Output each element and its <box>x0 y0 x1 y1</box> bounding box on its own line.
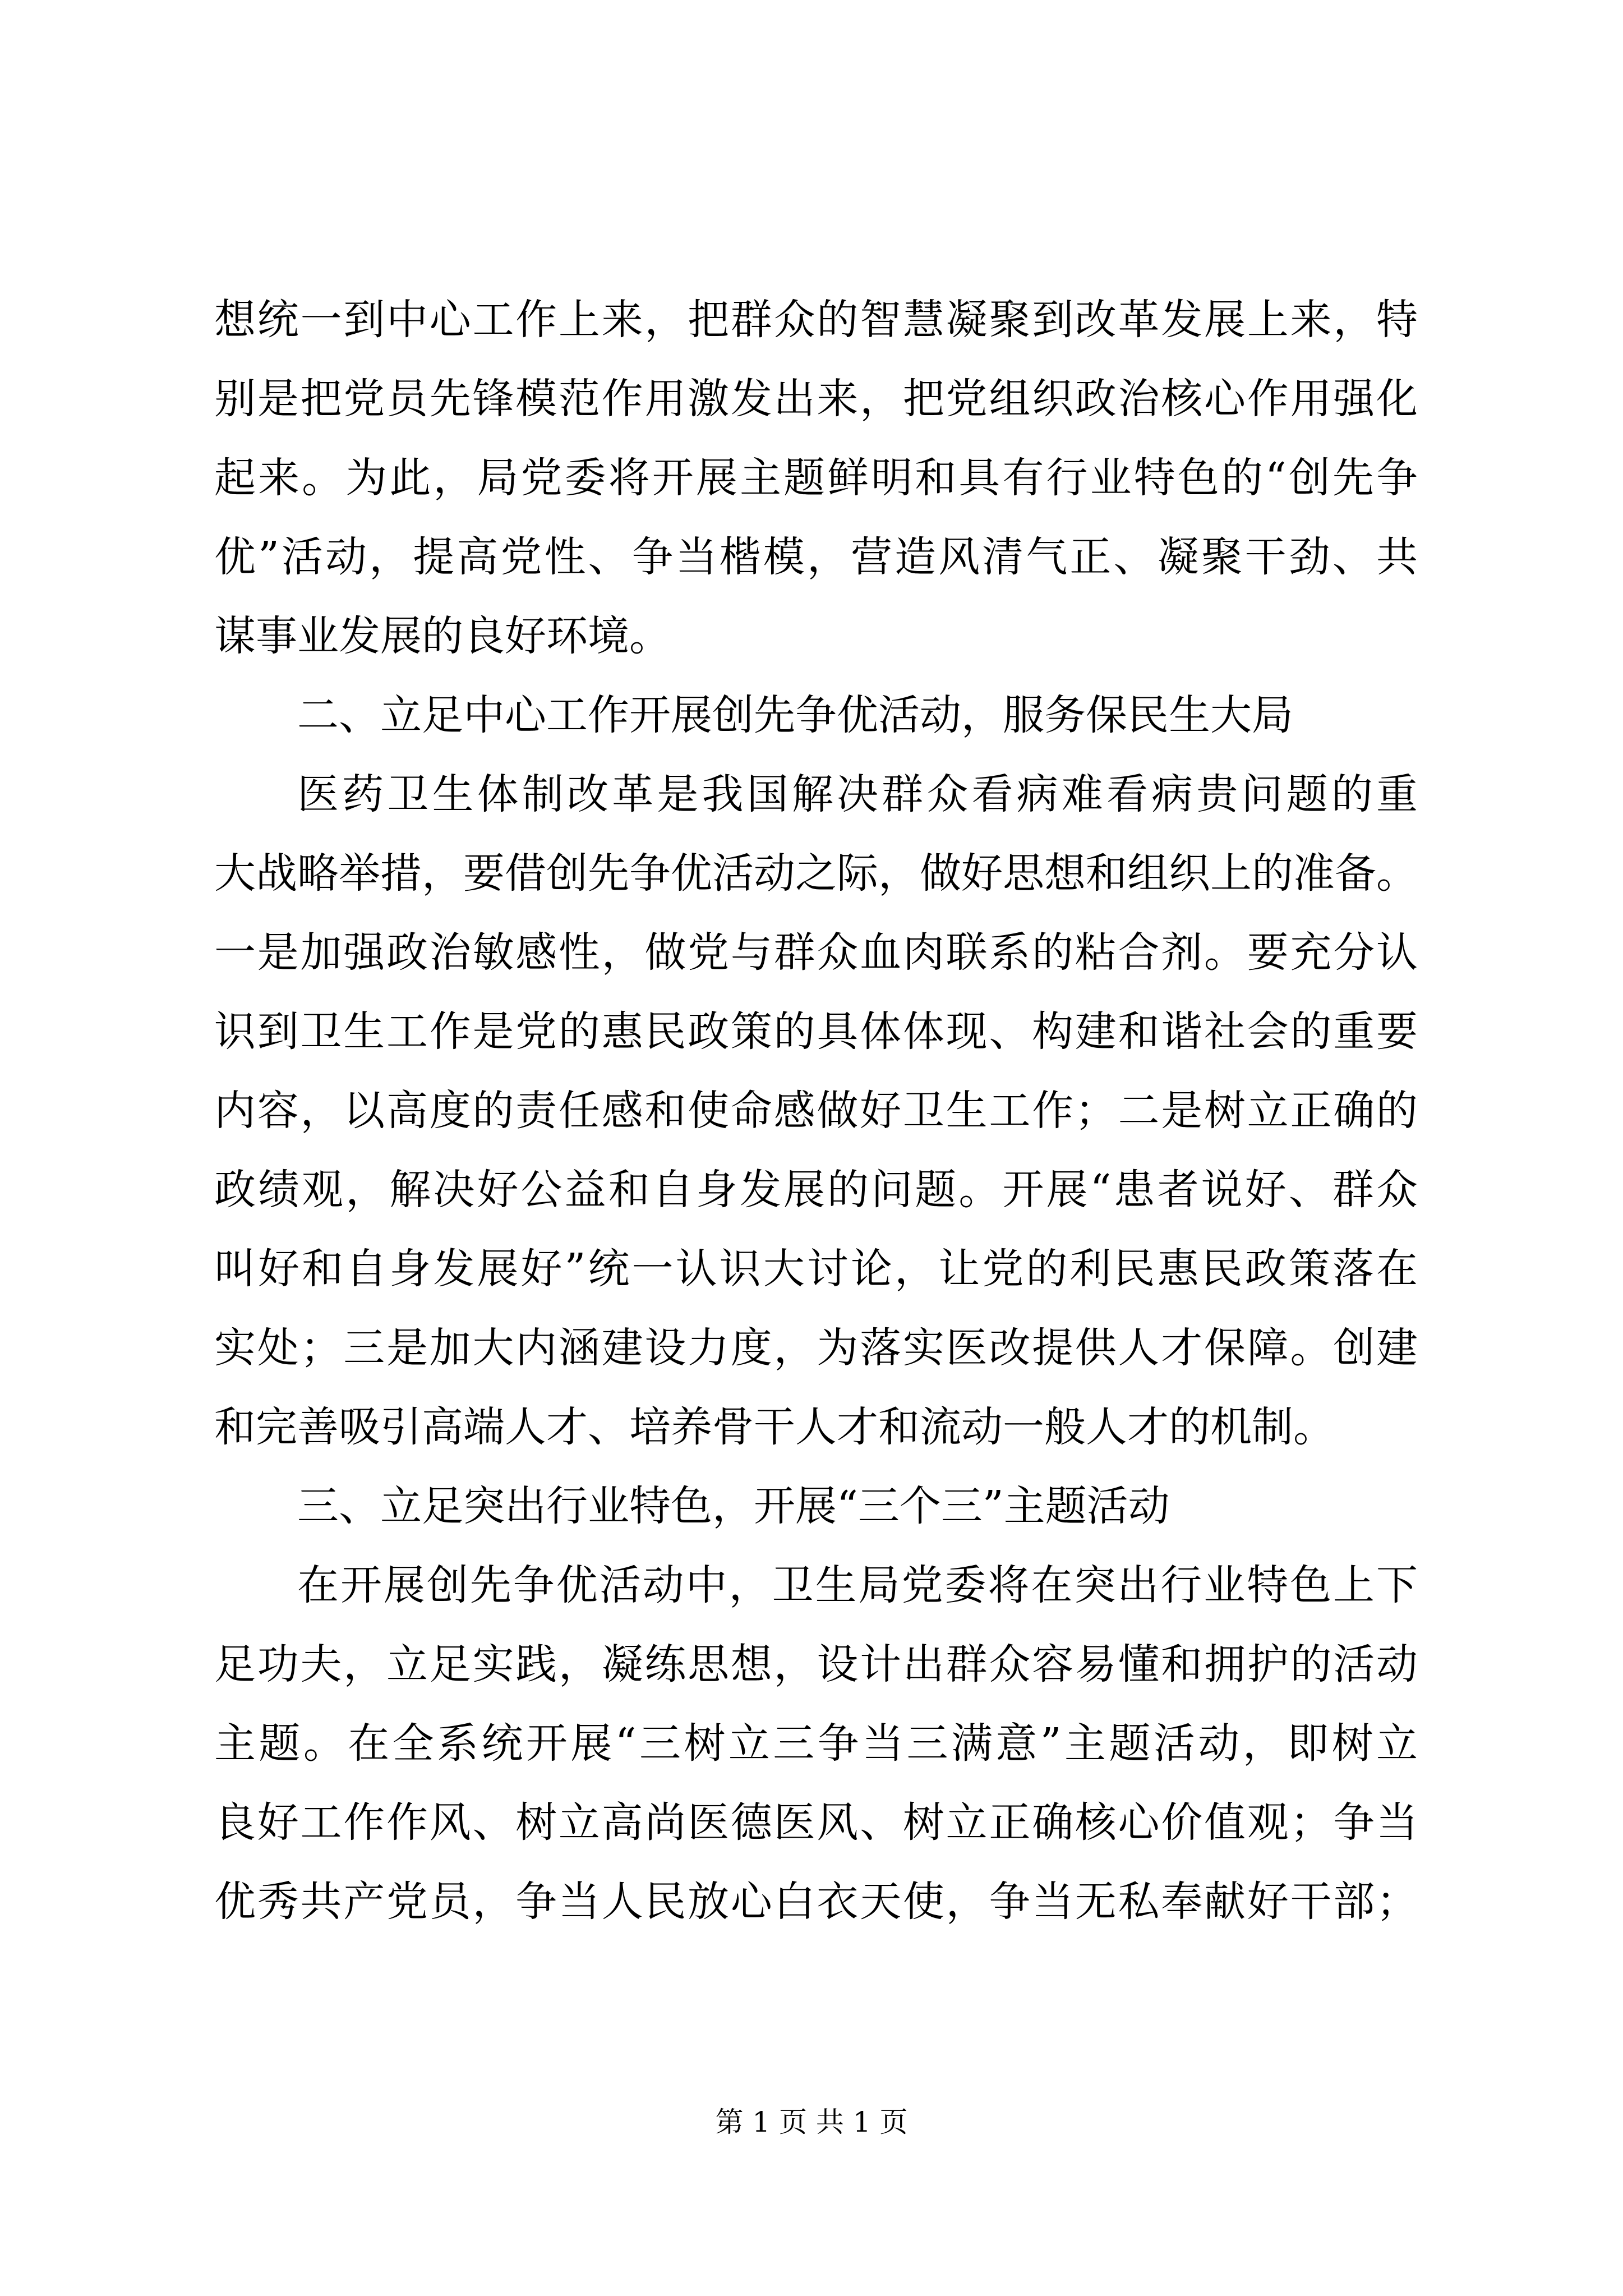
text-line: 良好工作作风、树立高尚医德医风、树立正确核心价值观；争当 <box>214 1798 1418 1847</box>
text-line: 大战略举措，要借创先争优活动之际，做好思想和组织上的准备。 <box>214 849 1418 898</box>
section-heading: 三、立足突出行业特色，开展“三个三”主题活动 <box>297 1482 1170 1530</box>
text-line: 足功夫，立足实践，凝练思想，设计出群众容易懂和拥护的活动 <box>214 1640 1418 1688</box>
text-line: 谋事业发展的良好环境。 <box>214 612 671 660</box>
text-line: 一是加强政治敏感性，做党与群众血肉联系的粘合剂。要充分认 <box>214 928 1418 977</box>
text-line: 主题。在全系统开展“三树立三争当三满意”主题活动，即树立 <box>214 1719 1418 1768</box>
text-line: 优秀共产党员，争当人民放心白衣天使，争当无私奉献好干部； <box>214 1878 1418 1926</box>
text-line: 想统一到中心工作上来，把群众的智慧凝聚到改革发展上来，特 <box>214 296 1418 344</box>
text-line: 实处；三是加大内涵建设力度，为落实医改提供人才保障。创建 <box>214 1324 1418 1372</box>
text-line: 内容，以高度的责任感和使命感做好卫生工作；二是树立正确的 <box>214 1087 1418 1135</box>
text-line: 和完善吸引高端人才、培养骨干人才和流动一般人才的机制。 <box>214 1403 1335 1451</box>
text-line: 识到卫生工作是党的惠民政策的具体体现、构建和谐社会的重要 <box>214 1007 1418 1056</box>
text-line: 在开展创先争优活动中，卫生局党委将在突出行业特色上下 <box>297 1561 1418 1609</box>
text-line: 起来。为此，局党委将开展主题鲜明和具有行业特色的“创先争 <box>214 454 1418 502</box>
text-line: 医药卫生体制改革是我国解决群众看病难看病贵问题的重 <box>297 770 1418 818</box>
text-line: 优”活动，提高党性、争当楷模，营造风清气正、凝聚干劲、共 <box>214 533 1418 581</box>
page-number-footer: 第 1 页 共 1 页 <box>715 2106 908 2138</box>
text-line: 政绩观，解决好公益和自身发展的问题。开展“患者说好、群众 <box>214 1166 1418 1214</box>
body-text <box>214 280 1418 1941</box>
text-line: 别是把党员先锋模范作用激发出来，把党组织政治核心作用强化 <box>214 375 1418 423</box>
section-heading: 二、立足中心工作开展创先争优活动，服务保民生大局 <box>297 691 1293 739</box>
text-line: 叫好和自身发展好”统一认识大讨论，让党的利民惠民政策落在 <box>214 1245 1418 1293</box>
